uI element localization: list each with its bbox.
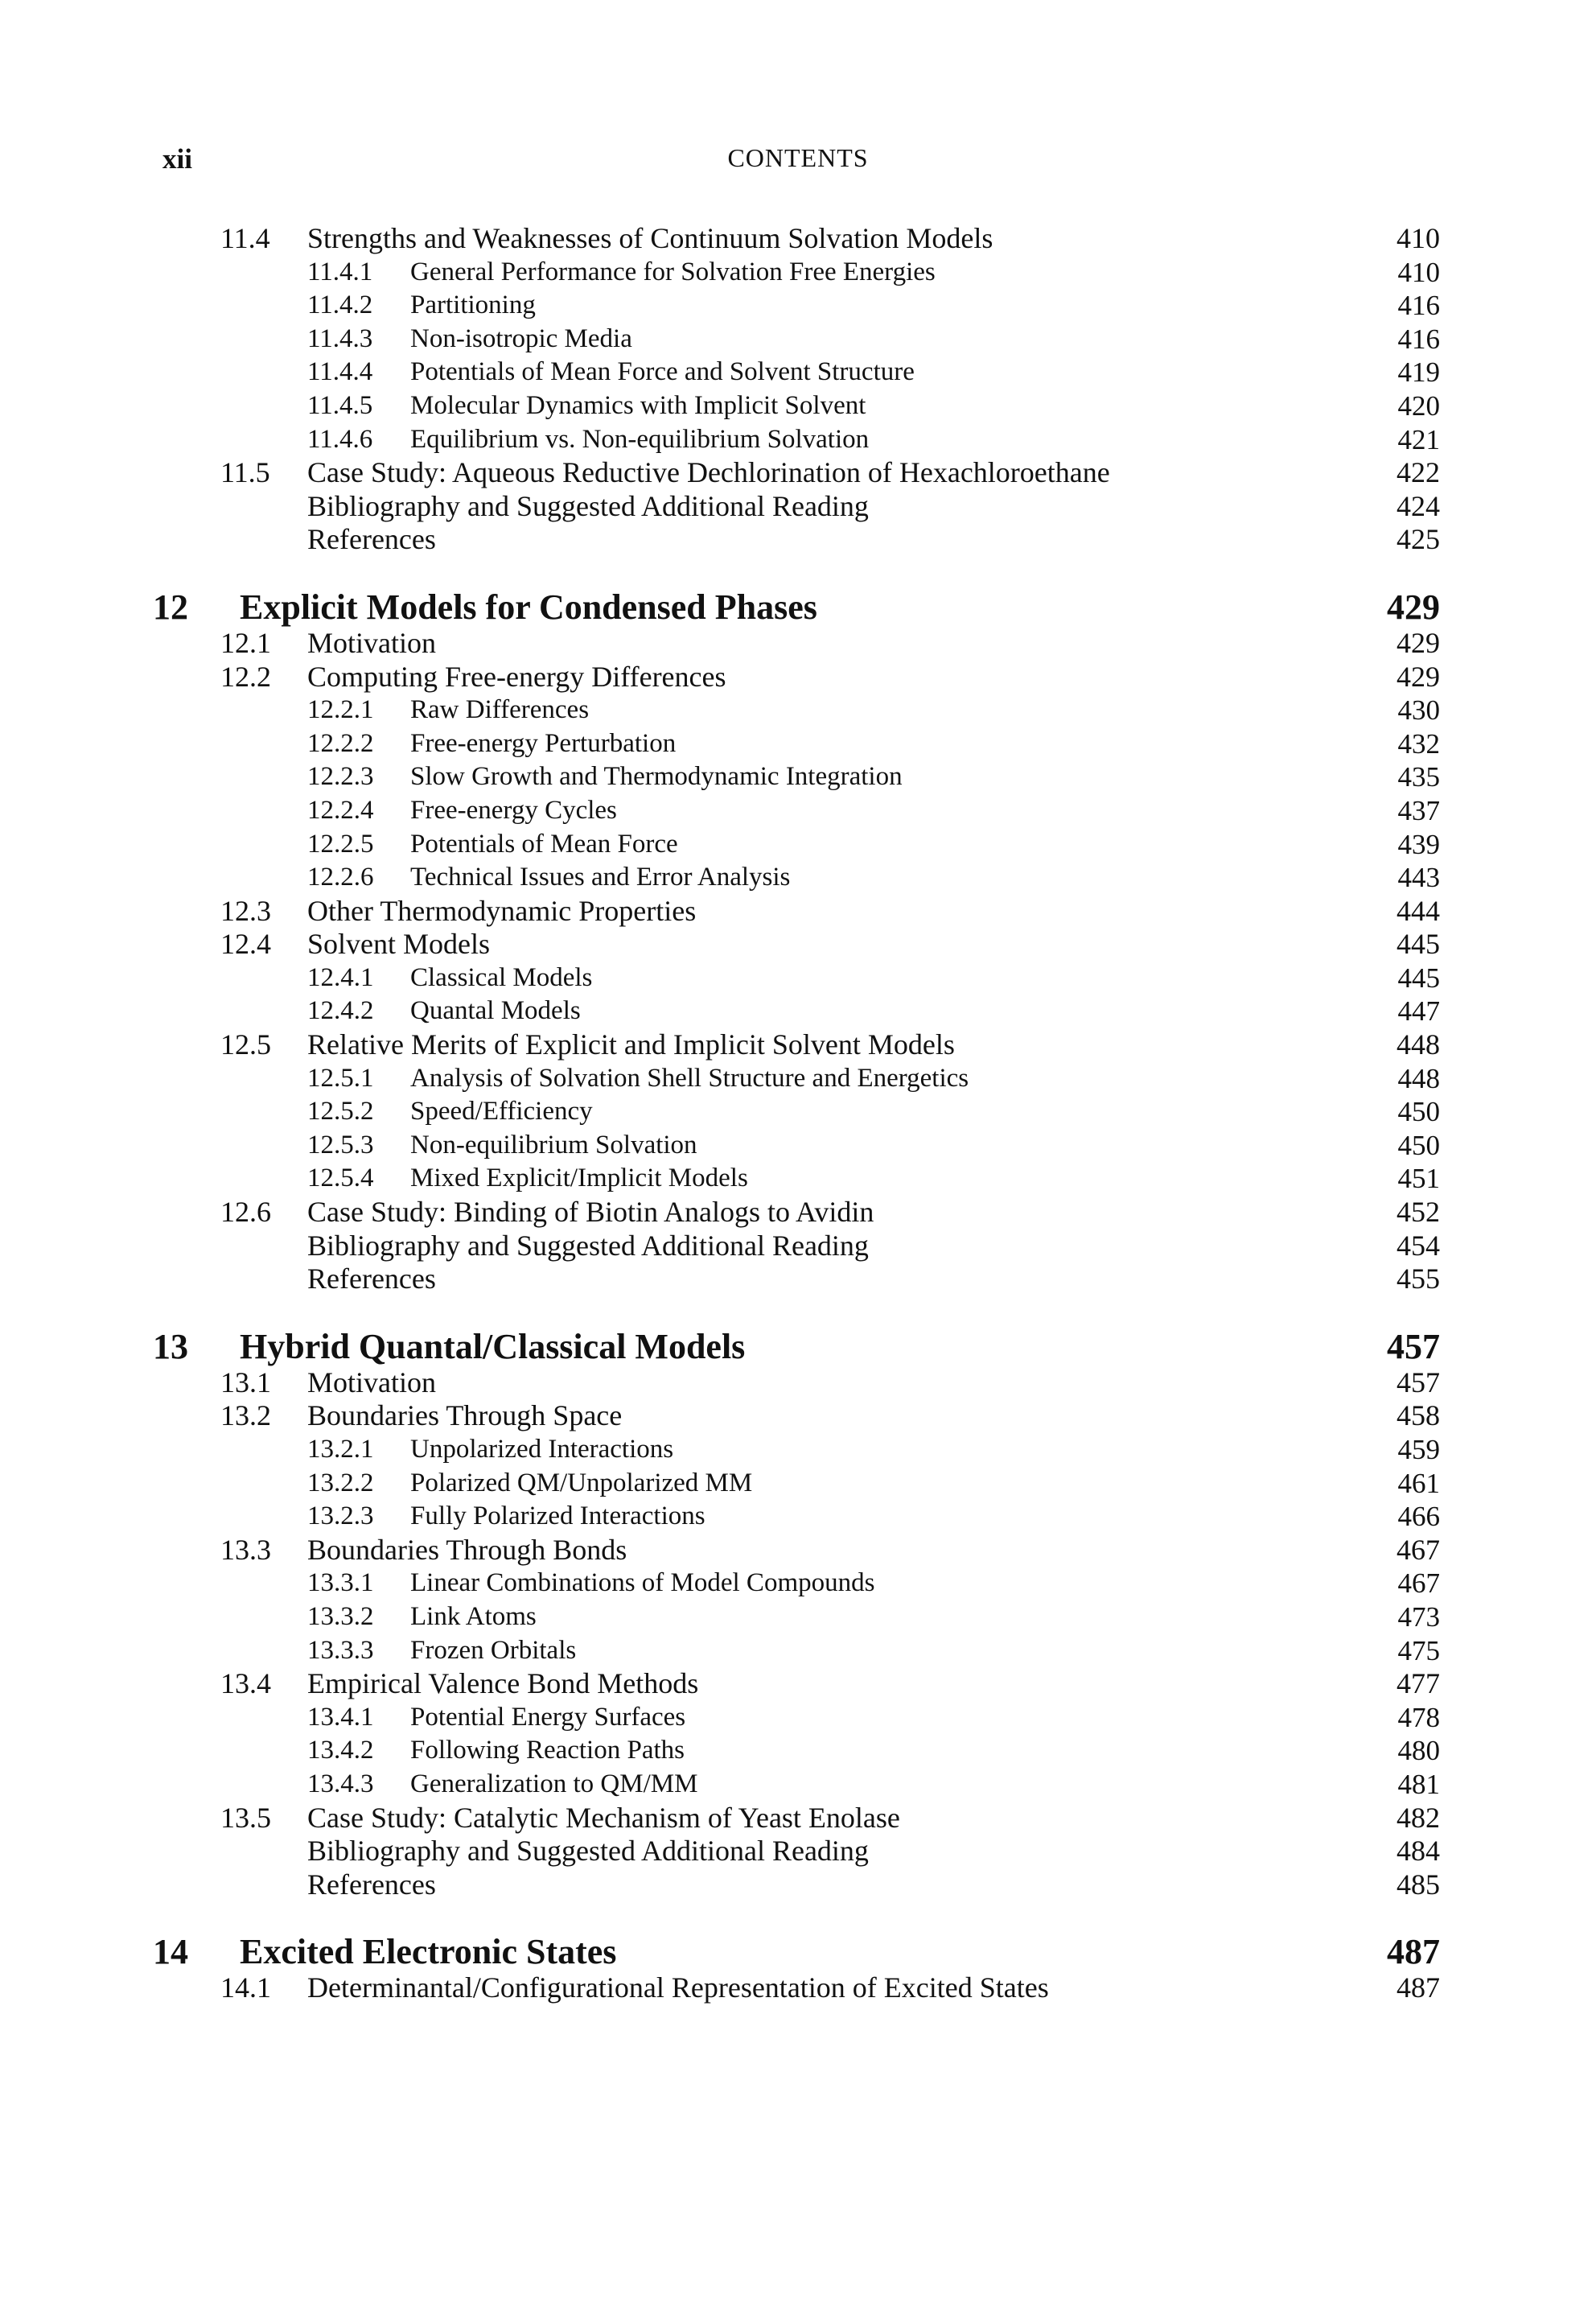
section-entry xyxy=(0,1028,1596,1062)
entry-title: References xyxy=(307,1868,436,1901)
subsection-entry xyxy=(0,1162,1596,1196)
subsection-entry xyxy=(0,323,1596,356)
section-entry xyxy=(0,1971,1596,2005)
entry-page-number: 477 xyxy=(1396,1667,1440,1700)
back-matter-entry xyxy=(0,523,1596,557)
entry-page-number: 448 xyxy=(1397,1062,1440,1094)
entry-title: Excited Electronic States xyxy=(240,1932,617,1972)
entry-page-number: 410 xyxy=(1397,256,1440,288)
entry-number: 12.2.3 xyxy=(307,762,374,792)
entry-number: 13.3.2 xyxy=(307,1601,374,1631)
entry-page-number: 420 xyxy=(1397,389,1440,422)
table-of-contents xyxy=(0,222,1596,2005)
subsection-entry xyxy=(0,1129,1596,1163)
entry-number: 12.4.2 xyxy=(307,996,374,1026)
entry-page-number: 425 xyxy=(1396,523,1440,556)
entry-page-number: 445 xyxy=(1397,962,1440,994)
entry-page-number: 443 xyxy=(1397,862,1440,894)
entry-page-number: 432 xyxy=(1397,727,1440,760)
entry-title: Motivation xyxy=(307,626,436,659)
entry-page-number: 444 xyxy=(1396,894,1440,927)
entry-page-number: 466 xyxy=(1397,1501,1440,1533)
entry-page-number: 419 xyxy=(1397,356,1440,389)
entry-number: 12.4 xyxy=(220,928,271,961)
entry-number: 13.2.1 xyxy=(307,1435,374,1464)
entry-number: 13.2 xyxy=(220,1399,271,1432)
entry-title: Solvent Models xyxy=(307,928,491,961)
entry-number: 13.5 xyxy=(220,1801,271,1834)
entry-page-number: 473 xyxy=(1397,1600,1440,1633)
entry-title: References xyxy=(307,1262,436,1295)
entry-page-number: 487 xyxy=(1387,1932,1440,1972)
entry-title: Frozen Orbitals xyxy=(410,1635,577,1665)
entry-page-number: 458 xyxy=(1396,1399,1440,1432)
section-entry xyxy=(0,456,1596,490)
section-entry xyxy=(0,1667,1596,1701)
entry-title: Case Study: Binding of Biotin Analogs to Avidin xyxy=(307,1196,874,1229)
entry-page-number: 416 xyxy=(1397,323,1440,355)
entry-page-number: 429 xyxy=(1396,660,1440,693)
entry-number: 13.3.1 xyxy=(307,1568,374,1598)
entry-page-number: 439 xyxy=(1397,828,1440,860)
entry-title: Free-energy Cycles xyxy=(410,795,617,825)
section-entry xyxy=(0,1399,1596,1433)
entry-title: Hybrid Quantal/Classical Models xyxy=(240,1326,746,1366)
entry-number: 12.4.1 xyxy=(307,962,374,992)
section-entry xyxy=(0,895,1596,929)
entry-page-number: 475 xyxy=(1397,1634,1440,1666)
entry-title: Following Reaction Paths xyxy=(410,1736,685,1765)
entry-title: Bibliography and Suggested Additional Reading xyxy=(307,489,869,522)
entry-title: Case Study: Catalytic Mechanism of Yeast Enolase xyxy=(307,1801,900,1834)
entry-title: Classical Models xyxy=(410,962,593,992)
subsection-entry xyxy=(0,760,1596,794)
entry-number: 12.5.4 xyxy=(307,1164,374,1193)
entry-page-number: 457 xyxy=(1396,1365,1440,1398)
entry-number: 14.1 xyxy=(220,1971,271,2004)
entry-number: 13.3 xyxy=(220,1533,271,1566)
entry-page-number: 487 xyxy=(1396,1971,1440,2004)
page-number: xii xyxy=(162,143,192,175)
entry-page-number: 454 xyxy=(1396,1229,1440,1262)
entry-page-number: 482 xyxy=(1396,1801,1440,1834)
entry-number: 12.5.1 xyxy=(307,1063,374,1093)
subsection-entry xyxy=(0,995,1596,1028)
entry-page-number: 447 xyxy=(1397,995,1440,1028)
entry-title: Unpolarized Interactions xyxy=(410,1435,674,1464)
subsection-entry xyxy=(0,289,1596,323)
entry-number: 12.2.1 xyxy=(307,695,374,725)
subsection-entry xyxy=(0,389,1596,423)
entry-title: Fully Polarized Interactions xyxy=(410,1501,705,1531)
entry-title: Equilibrium vs. Non-equilibrium Solvation xyxy=(410,424,870,454)
entry-number: 13.2.2 xyxy=(307,1468,374,1497)
entry-number: 13.4.3 xyxy=(307,1769,374,1798)
entry-number: 12.2 xyxy=(220,660,271,693)
chapter-entry xyxy=(0,1328,1596,1366)
subsection-entry xyxy=(0,423,1596,457)
entry-title: Link Atoms xyxy=(410,1601,537,1631)
back-matter-entry xyxy=(0,1230,1596,1263)
entry-title: Non-equilibrium Solvation xyxy=(410,1130,697,1160)
entry-title: Generalization to QM/MM xyxy=(410,1769,698,1798)
entry-title: Motivation xyxy=(307,1365,436,1398)
entry-page-number: 422 xyxy=(1396,456,1440,489)
entry-title: Linear Combinations of Model Compounds xyxy=(410,1568,875,1598)
entry-number: 13.2.3 xyxy=(307,1501,374,1531)
entry-page-number: 455 xyxy=(1396,1262,1440,1295)
entry-title: Strengths and Weaknesses of Continuum Solvation Models xyxy=(307,222,993,254)
entry-title: Bibliography and Suggested Additional Reading xyxy=(307,1229,869,1262)
subsection-entry xyxy=(0,1768,1596,1802)
section-entry xyxy=(0,1366,1596,1400)
entry-title: Speed/Efficiency xyxy=(410,1097,593,1127)
entry-title: Computing Free-energy Differences xyxy=(307,660,726,693)
entry-title: Case Study: Aqueous Reductive Dechlorination of Hexachloroethane xyxy=(307,456,1110,489)
entry-number: 13.3.3 xyxy=(307,1635,374,1665)
subsection-entry xyxy=(0,1701,1596,1735)
entry-title: Technical Issues and Error Analysis xyxy=(410,863,791,892)
entry-number: 13.4.1 xyxy=(307,1702,374,1732)
subsection-entry xyxy=(0,1600,1596,1634)
entry-page-number: 445 xyxy=(1396,928,1440,961)
subsection-entry xyxy=(0,694,1596,727)
entry-page-number: 430 xyxy=(1397,694,1440,727)
entry-title: Molecular Dynamics with Implicit Solvent xyxy=(410,390,866,420)
entry-page-number: 484 xyxy=(1396,1835,1440,1868)
entry-title: Boundaries Through Bonds xyxy=(307,1533,627,1566)
entry-title: Non-isotropic Media xyxy=(410,323,632,353)
entry-number: 12.2.4 xyxy=(307,795,374,825)
entry-title: Polarized QM/Unpolarized MM xyxy=(410,1468,753,1497)
entry-number: 12.2.6 xyxy=(307,863,374,892)
entry-number: 14 xyxy=(153,1932,188,1972)
entry-page-number: 452 xyxy=(1396,1196,1440,1229)
entry-number: 12.5.2 xyxy=(307,1097,374,1127)
section-entry xyxy=(0,928,1596,962)
entry-title: Boundaries Through Space xyxy=(307,1399,623,1432)
entry-title: Potential Energy Surfaces xyxy=(410,1702,686,1732)
entry-page-number: 448 xyxy=(1396,1028,1440,1061)
entry-page-number: 450 xyxy=(1397,1129,1440,1161)
entry-number: 13.4 xyxy=(220,1667,271,1700)
entry-page-number: 435 xyxy=(1397,761,1440,793)
entry-page-number: 429 xyxy=(1396,626,1440,659)
entry-title: Raw Differences xyxy=(410,695,590,725)
entry-number: 12.3 xyxy=(220,894,271,927)
entry-title: Quantal Models xyxy=(410,996,581,1026)
section-entry xyxy=(0,627,1596,661)
entry-title: Partitioning xyxy=(410,290,536,320)
entry-number: 11.4.5 xyxy=(307,390,373,420)
subsection-entry xyxy=(0,356,1596,389)
entry-number: 12 xyxy=(153,587,188,627)
running-head: CONTENTS xyxy=(727,143,869,172)
entry-title: Free-energy Perturbation xyxy=(410,728,677,758)
entry-title: Bibliography and Suggested Additional Reading xyxy=(307,1835,869,1868)
subsection-entry xyxy=(0,256,1596,290)
subsection-entry xyxy=(0,1567,1596,1600)
entry-number: 11.4 xyxy=(220,222,270,254)
entry-number: 11.4.2 xyxy=(307,290,373,320)
entry-number: 13.1 xyxy=(220,1365,271,1398)
entry-page-number: 424 xyxy=(1396,489,1440,522)
entry-number: 12.5.3 xyxy=(307,1130,374,1160)
entry-number: 11.4.6 xyxy=(307,424,373,454)
entry-number: 12.5 xyxy=(220,1028,271,1061)
entry-page-number: 410 xyxy=(1396,222,1440,254)
subsection-entry xyxy=(0,1467,1596,1501)
entry-number: 11.4.1 xyxy=(307,257,373,286)
subsection-entry xyxy=(0,1634,1596,1668)
entry-page-number: 451 xyxy=(1397,1163,1440,1195)
entry-page-number: 480 xyxy=(1397,1735,1440,1767)
section-entry xyxy=(0,1534,1596,1567)
section-entry xyxy=(0,1196,1596,1230)
entry-page-number: 481 xyxy=(1397,1768,1440,1800)
entry-number: 11.5 xyxy=(220,456,270,489)
entry-page-number: 478 xyxy=(1397,1701,1440,1733)
entry-title: Potentials of Mean Force xyxy=(410,829,678,859)
chapter-entry xyxy=(0,588,1596,627)
subsection-entry xyxy=(0,1062,1596,1096)
back-matter-entry xyxy=(0,1835,1596,1868)
subsection-entry xyxy=(0,1500,1596,1534)
entry-number: 13.4.2 xyxy=(307,1736,374,1765)
subsection-entry xyxy=(0,1433,1596,1467)
entry-title: References xyxy=(307,523,436,556)
entry-number: 12.6 xyxy=(220,1196,271,1229)
back-matter-entry xyxy=(0,1868,1596,1902)
entry-title: Determinantal/Configurational Representation of Excited States xyxy=(307,1971,1049,2004)
entry-title: Explicit Models for Condensed Phases xyxy=(240,587,817,627)
entry-page-number: 416 xyxy=(1397,290,1440,322)
entry-page-number: 485 xyxy=(1396,1868,1440,1901)
page-header xyxy=(0,143,1596,183)
subsection-entry xyxy=(0,828,1596,862)
entry-number: 11.4.3 xyxy=(307,323,373,353)
entry-page-number: 457 xyxy=(1387,1326,1440,1366)
section-entry xyxy=(0,1802,1596,1835)
entry-page-number: 461 xyxy=(1397,1467,1440,1499)
back-matter-entry xyxy=(0,490,1596,524)
entry-number: 12.2.5 xyxy=(307,829,374,859)
section-entry xyxy=(0,222,1596,256)
entry-page-number: 459 xyxy=(1397,1434,1440,1465)
entry-title: Potentials of Mean Force and Solvent Structure xyxy=(410,357,915,387)
entry-title: General Performance for Solvation Free Energies xyxy=(410,257,936,286)
entry-title: Relative Merits of Explicit and Implicit Solvent Models xyxy=(307,1028,955,1061)
entry-title: Empirical Valence Bond Methods xyxy=(307,1667,699,1700)
entry-number: 12.1 xyxy=(220,626,271,659)
entry-number: 11.4.4 xyxy=(307,357,373,387)
entry-title: Other Thermodynamic Properties xyxy=(307,894,697,927)
entry-title: Analysis of Solvation Shell Structure and Energetics xyxy=(410,1063,969,1093)
entry-title: Mixed Explicit/Implicit Models xyxy=(410,1164,748,1193)
chapter-entry xyxy=(0,1933,1596,1971)
entry-title: Slow Growth and Thermodynamic Integration xyxy=(410,762,903,792)
entry-number: 13 xyxy=(153,1326,188,1366)
subsection-entry xyxy=(0,861,1596,895)
subsection-entry xyxy=(0,727,1596,761)
section-entry xyxy=(0,661,1596,694)
subsection-entry xyxy=(0,1734,1596,1768)
entry-page-number: 467 xyxy=(1396,1533,1440,1566)
entry-page-number: 467 xyxy=(1397,1567,1440,1600)
back-matter-entry xyxy=(0,1262,1596,1296)
entry-page-number: 421 xyxy=(1397,423,1440,455)
subsection-entry xyxy=(0,962,1596,995)
entry-page-number: 437 xyxy=(1397,794,1440,826)
subsection-entry xyxy=(0,1095,1596,1129)
subsection-entry xyxy=(0,794,1596,828)
entry-page-number: 429 xyxy=(1387,587,1440,627)
entry-number: 12.2.2 xyxy=(307,728,374,758)
entry-page-number: 450 xyxy=(1397,1096,1440,1128)
